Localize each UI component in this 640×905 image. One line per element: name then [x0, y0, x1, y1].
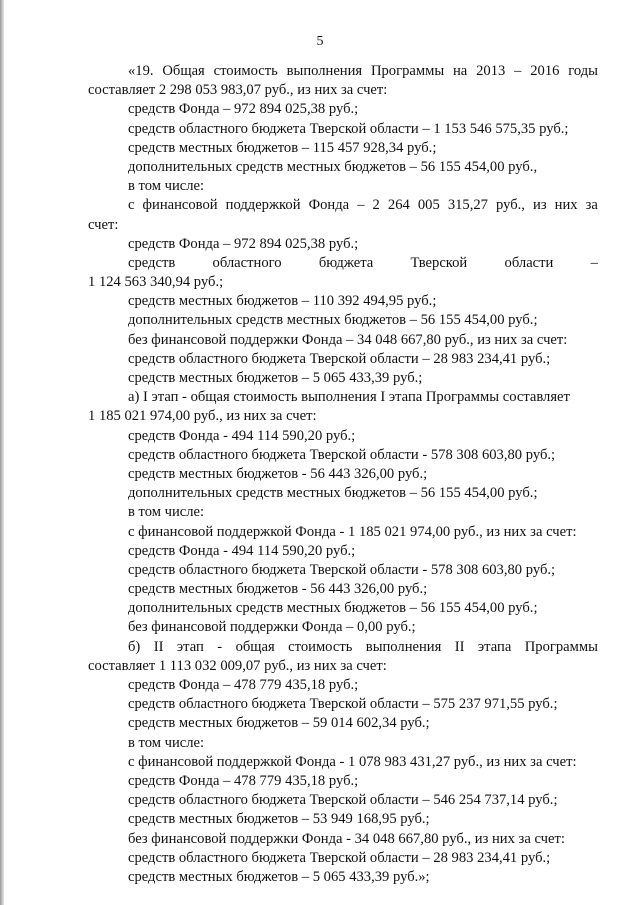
- text-line: дополнительных средств местных бюджетов – 56 155 454,00 руб.,: [128, 158, 538, 175]
- text-line: средств местных бюджетов – 5 065 433,39 руб.»;: [128, 868, 430, 885]
- text-line: б) II этап - общая стоимость выполнения II этапа Программы: [128, 638, 598, 655]
- text-line: без финансовой поддержки Фонда – 34 048 667,80 руб., из них за счет:: [128, 331, 568, 348]
- text-line: средств местных бюджетов - 56 443 326,00 руб.;: [128, 581, 428, 598]
- text-line: счет:: [88, 216, 119, 233]
- text-line: средств Фонда - 494 114 590,20 руб.;: [128, 542, 356, 559]
- text-line: средств Фонда - 494 114 590,20 руб.;: [128, 427, 356, 444]
- text-line: средств местных бюджетов – 110 392 494,95 руб.;: [128, 293, 437, 310]
- page-number: 5: [316, 34, 324, 49]
- text-line: средств местных бюджетов – 5 065 433,39 руб.;: [128, 370, 423, 386]
- text-line: с финансовой поддержкой Фонда - 1 078 983 431,27 руб., из них за счет:: [128, 753, 577, 770]
- text-line: средств областного бюджета Тверской области – 1 153 546 575,35 руб.;: [128, 120, 569, 137]
- text-line: с финансовой поддержкой Фонда – 2 264 005 315,27 руб., из них за: [128, 197, 598, 214]
- text-line: средств областного бюджета Тверской области - 578 308 603,80 руб.;: [128, 446, 556, 463]
- text-line: с финансовой поддержкой Фонда - 1 185 021 974,00 руб., из них за счет:: [128, 523, 577, 540]
- text-line: средств областного бюджета Тверской области - 578 308 603,80 руб.;: [128, 561, 556, 578]
- text-line: средств Фонда – 478 779 435,18 руб.;: [128, 772, 359, 789]
- text-line: составляет 2 298 053 983,07 руб., из них за счет:: [88, 82, 388, 99]
- text-line: средств Фонда – 972 894 025,38 руб.;: [128, 235, 359, 252]
- text-line: в том числе:: [128, 504, 205, 521]
- text-line: средств Фонда – 478 779 435,18 руб.;: [128, 677, 359, 693]
- text-line: 1 185 021 974,00 руб., из них за счет:: [88, 408, 317, 425]
- text-line: в том числе:: [128, 178, 205, 195]
- text-line: без финансовой поддержки Фонда - 34 048 667,80 руб., из них за счет:: [128, 830, 565, 847]
- text-line: средств областного бюджета Тверской области – 575 237 971,55 руб.;: [128, 696, 558, 713]
- text-line: дополнительных средств местных бюджетов – 56 155 454,00 руб.;: [128, 312, 538, 329]
- page-edge-shadow: [0, 0, 4, 905]
- text-line: средств местных бюджетов – 53 949 168,95 руб.;: [128, 811, 430, 828]
- text-line: средств областного бюджета Тверской области –: [128, 254, 598, 271]
- text-line: 1 124 563 340,94 руб.;: [88, 274, 224, 291]
- text-line: а) I этап - общая стоимость выполнения I этапа Программы составляет: [128, 389, 570, 406]
- text-line: средств местных бюджетов - 56 443 326,00 руб.;: [128, 465, 428, 482]
- text-line: дополнительных средств местных бюджетов – 56 155 454,00 руб.;: [128, 600, 538, 617]
- text-line: «19. Общая стоимость выполнения Программы на 2013 – 2016 годы: [128, 63, 598, 79]
- text-line: средств областного бюджета Тверской области – 28 983 234,41 руб.;: [128, 849, 551, 866]
- text-line: средств местных бюджетов – 115 457 928,34 руб.;: [128, 139, 437, 156]
- text-line: в том числе:: [128, 734, 205, 751]
- text-line: средств областного бюджета Тверской области – 28 983 234,41 руб.;: [128, 350, 551, 367]
- text-line: средств областного бюджета Тверской области – 546 254 737,14 руб.;: [128, 792, 558, 809]
- text-line: средств местных бюджетов – 59 014 602,34 руб.;: [128, 715, 430, 732]
- text-line: средств Фонда – 972 894 025,38 руб.;: [128, 101, 359, 118]
- text-line: составляет 1 113 032 009,07 руб., из них за счет:: [88, 657, 387, 674]
- text-line: дополнительных средств местных бюджетов – 56 155 454,00 руб.;: [128, 485, 538, 502]
- document-body: [88, 62, 598, 887]
- text-line: без финансовой поддержки Фонда – 0,00 руб.;: [128, 619, 416, 636]
